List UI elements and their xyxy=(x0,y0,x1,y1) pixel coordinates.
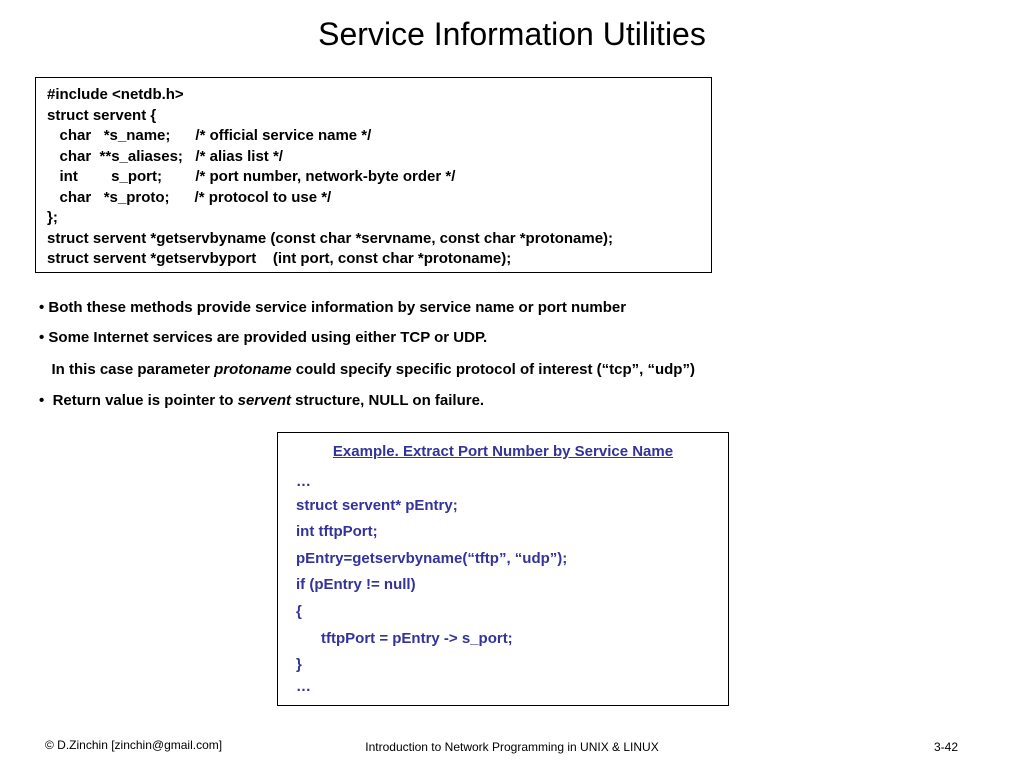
code-line: char *s_name; /* official service name */ xyxy=(47,127,372,144)
example-code-line: tftpPort = pEntry -> s_port; xyxy=(296,630,513,647)
bullet-item: • Some Internet services are provided using either TCP or UDP. xyxy=(39,329,488,346)
bullet-text: • Return value is pointer to xyxy=(39,392,238,409)
code-line: #include <netdb.h> xyxy=(47,86,184,103)
example-title: Example. Extract Port Number by Service Name xyxy=(332,443,674,460)
example-code-line: … xyxy=(296,678,311,695)
bullet-item: • Both these methods provide service information by service name or port number xyxy=(39,299,627,316)
code-line: }; xyxy=(47,209,58,226)
example-code-line: if (pEntry != null) xyxy=(296,576,416,593)
code-line: int s_port; /* port number, network-byte order */ xyxy=(47,168,456,185)
example-code-line: int tftpPort; xyxy=(296,523,378,540)
code-line: struct servent *getservbyname (const char *servname, const char *protoname); xyxy=(47,229,614,247)
page-number: 3-42 xyxy=(934,740,959,754)
emphasis-text: protoname xyxy=(214,361,292,378)
code-line: struct servent *getservbyport (int port, const char *protoname); xyxy=(47,250,512,267)
footer-course-title: Introduction to Network Programming in UNIX & LINUX xyxy=(365,740,659,754)
copyright-symbol: © xyxy=(45,738,54,752)
example-box xyxy=(277,432,729,706)
slide-title: Service Information Utilities xyxy=(318,16,706,52)
bullet-text: could specify specific protocol of interest (“tcp”, “udp”) xyxy=(291,361,695,378)
bullet-text: In this case parameter xyxy=(39,361,215,378)
bullet-text: structure, NULL on failure. xyxy=(291,392,485,409)
code-line: char **s_aliases; /* alias list */ xyxy=(47,147,283,165)
example-code-line: } xyxy=(296,656,302,673)
code-line: char *s_proto; /* protocol to use */ xyxy=(47,188,332,206)
example-code-line: pEntry=getservbyname(“tftp”, “udp”); xyxy=(296,550,568,567)
code-line: struct servent { xyxy=(47,106,157,124)
emphasis-text: servent xyxy=(237,392,291,409)
bullet-continuation xyxy=(39,360,695,380)
code-block xyxy=(35,77,712,273)
bullet-item xyxy=(39,391,484,411)
example-code-line: { xyxy=(296,603,302,620)
example-code-line: struct servent* pEntry; xyxy=(296,497,458,514)
example-code-line: … xyxy=(296,473,311,490)
footer-author: D.Zinchin [zinchin@gmail.com] xyxy=(53,738,223,752)
